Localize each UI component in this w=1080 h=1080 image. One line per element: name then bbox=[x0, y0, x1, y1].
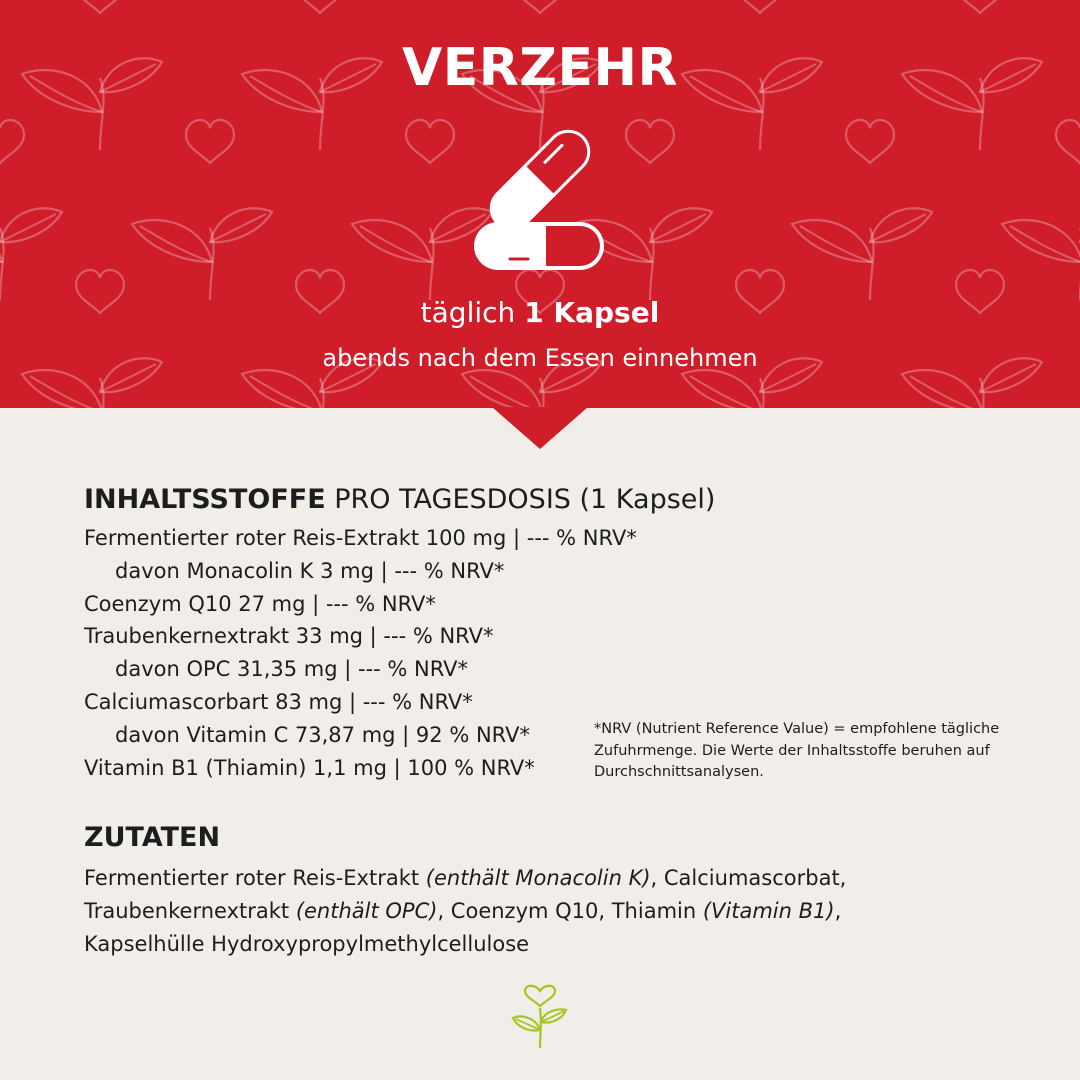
dose-prefix: täglich bbox=[420, 296, 525, 329]
heart-sprout-icon bbox=[510, 982, 570, 1050]
footnote-line: Durchschnittsanalysen. bbox=[594, 764, 764, 780]
nrv-footnote bbox=[594, 719, 1024, 784]
page-title: VERZEHR bbox=[401, 38, 679, 98]
footnote-line: Zufuhrmenge. Die Werte der Inhaltsstoffe beruhen auf bbox=[594, 742, 990, 759]
zutaten-note: (enthält Monacolin K) bbox=[425, 866, 651, 890]
zutaten-segment: , Calciumascorbat, bbox=[650, 866, 847, 890]
ingredient-item: Coenzym Q10 27 mg | --- % NRV* bbox=[84, 591, 436, 616]
ingredient-item: Traubenkernextrakt 33 mg | --- % NRV* bbox=[84, 624, 494, 649]
zutaten-note: (Vitamin B1) bbox=[702, 898, 835, 923]
ingredients-heading-rest: PRO TAGESDOSIS (1 Kapsel) bbox=[325, 484, 716, 515]
zutaten-segment: Traubenkernextrakt bbox=[84, 898, 296, 923]
zutaten-text bbox=[84, 862, 846, 960]
ingredients-heading bbox=[84, 484, 715, 515]
dose-value: 1 Kapsel bbox=[524, 296, 660, 329]
capsule-icon bbox=[470, 128, 610, 276]
zutaten-line bbox=[84, 862, 846, 895]
instruction-text: abends nach dem Essen einnehmen bbox=[322, 344, 758, 372]
zutaten-line: Kapselhülle Hydroxypropylmethylcellulose bbox=[84, 931, 530, 956]
zutaten-segment: , Coenzym Q10, Thiamin bbox=[437, 898, 703, 923]
zutaten-note: (enthält OPC) bbox=[295, 898, 438, 923]
ingredients-heading-bold: INHALTSSTOFFE bbox=[84, 484, 326, 515]
dose-text bbox=[0, 296, 1080, 329]
ingredient-item: Vitamin B1 (Thiamin) 1,1 mg | 100 % NRV* bbox=[84, 755, 535, 780]
zutaten-line bbox=[84, 895, 846, 928]
ingredient-subitem: davon Vitamin C 73,87 mg | 92 % NRV* bbox=[115, 722, 530, 747]
zutaten-segment: Fermentierter roter Reis-Extrakt bbox=[84, 866, 426, 890]
ingredient-list bbox=[84, 522, 637, 784]
zutaten-heading: ZUTATEN bbox=[84, 822, 221, 853]
banner-pointer bbox=[492, 407, 588, 451]
ingredient-item: Calciumascorbart 83 mg | --- % NRV* bbox=[84, 689, 473, 714]
ingredient-subitem: davon Monacolin K 3 mg | --- % NRV* bbox=[115, 558, 505, 583]
ingredient-item: Fermentierter roter Reis-Extrakt 100 mg | --- % NRV* bbox=[84, 526, 637, 550]
zutaten-segment: , bbox=[834, 898, 842, 923]
hero-banner bbox=[0, 0, 1080, 408]
ingredient-subitem: davon OPC 31,35 mg | --- % NRV* bbox=[115, 657, 469, 682]
footnote-line: *NRV (Nutrient Reference Value) = empfohlene tägliche bbox=[594, 721, 1000, 737]
